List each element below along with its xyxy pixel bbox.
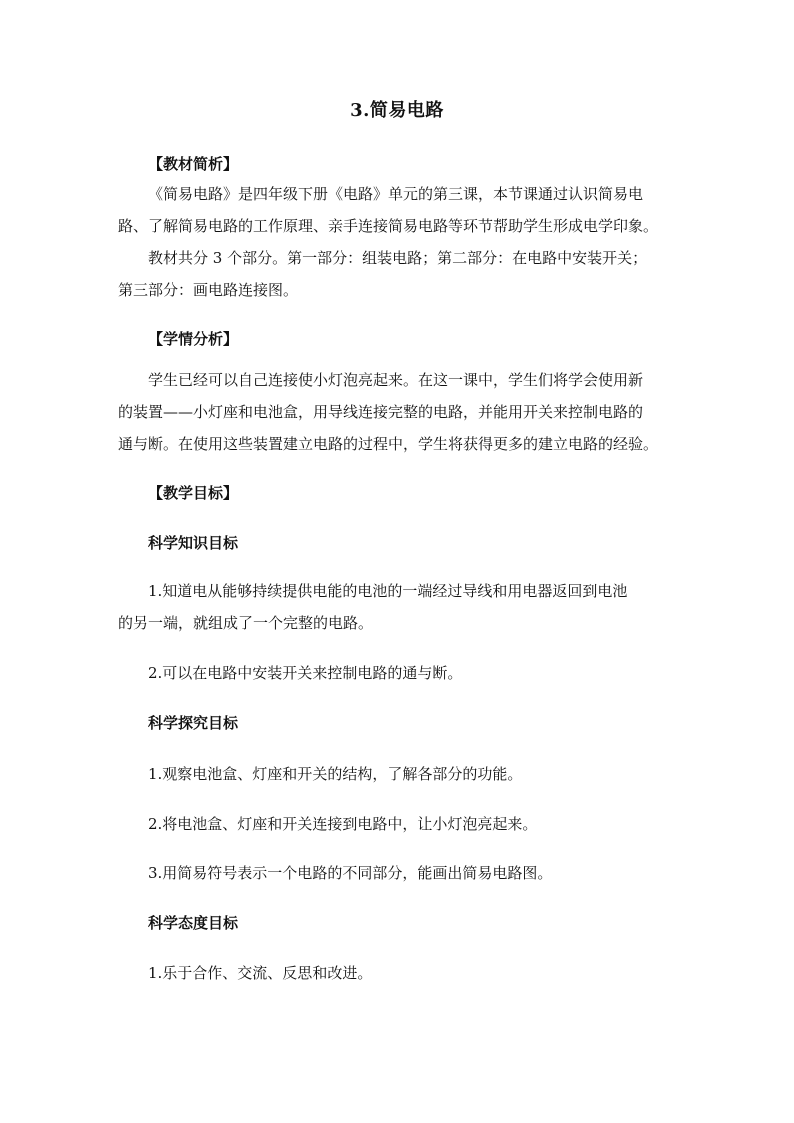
learner-line3: 通与断。在使用这些装置建立电路的过程中，学生将获得更多的建立电路的经验。 — [118, 435, 659, 453]
learner-paragraph — [118, 364, 678, 460]
learner-line2: 的装置——小灯座和电池盒，用导线连接完整的电路，并能用开关来控制电路的 — [118, 403, 644, 421]
subheading-attitude-goals: 科学态度目标 — [148, 914, 239, 932]
learner-line1: 学生已经可以自己连接使小灯泡亮起来。在这一课中，学生们将学会使用新 — [148, 371, 644, 389]
document-title: 3.简易电路 — [350, 100, 444, 121]
textbook-p2-line2: 第三部分：画电路连接图。 — [118, 281, 299, 299]
knowledge-item1 — [118, 575, 678, 639]
textbook-p1-line1: 《简易电路》是四年级下册《电路》单元的第三课，本节课通过认识简易电 — [148, 185, 644, 203]
knowledge-item1-line2: 的另一端，就组成了一个完整的电路。 — [118, 614, 374, 632]
heading-teaching-goals: 【教学目标】 — [148, 484, 239, 502]
textbook-p2-line1: 教材共分 3 个部分。第一部分：组装电路；第二部分：在电路中安装开关； — [148, 249, 648, 267]
subheading-knowledge-goals: 科学知识目标 — [148, 534, 239, 552]
inquiry-item1: 1.观察电池盒、灯座和开关的结构，了解各部分的功能。 — [148, 765, 523, 783]
knowledge-item1-line1: 1.知道电从能够持续提供电能的电池的一端经过导线和用电器返回到电池 — [148, 582, 628, 600]
knowledge-item2: 2.可以在电路中安装开关来控制电路的通与断。 — [148, 664, 463, 682]
heading-textbook-analysis: 【教材简析】 — [148, 155, 239, 173]
attitude-item1: 1.乐于合作、交流、反思和改进。 — [148, 964, 373, 982]
textbook-p1-line2: 路、了解简易电路的工作原理、亲手连接简易电路等环节帮助学生形成电学印象。 — [118, 217, 659, 235]
heading-learner-analysis: 【学情分析】 — [148, 330, 239, 348]
inquiry-item3: 3.用简易符号表示一个电路的不同部分，能画出简易电路图。 — [148, 864, 553, 882]
inquiry-item2: 2.将电池盒、灯座和开关连接到电路中，让小灯泡亮起来。 — [148, 815, 538, 833]
subheading-inquiry-goals: 科学探究目标 — [148, 714, 239, 732]
textbook-paragraph — [118, 178, 678, 306]
